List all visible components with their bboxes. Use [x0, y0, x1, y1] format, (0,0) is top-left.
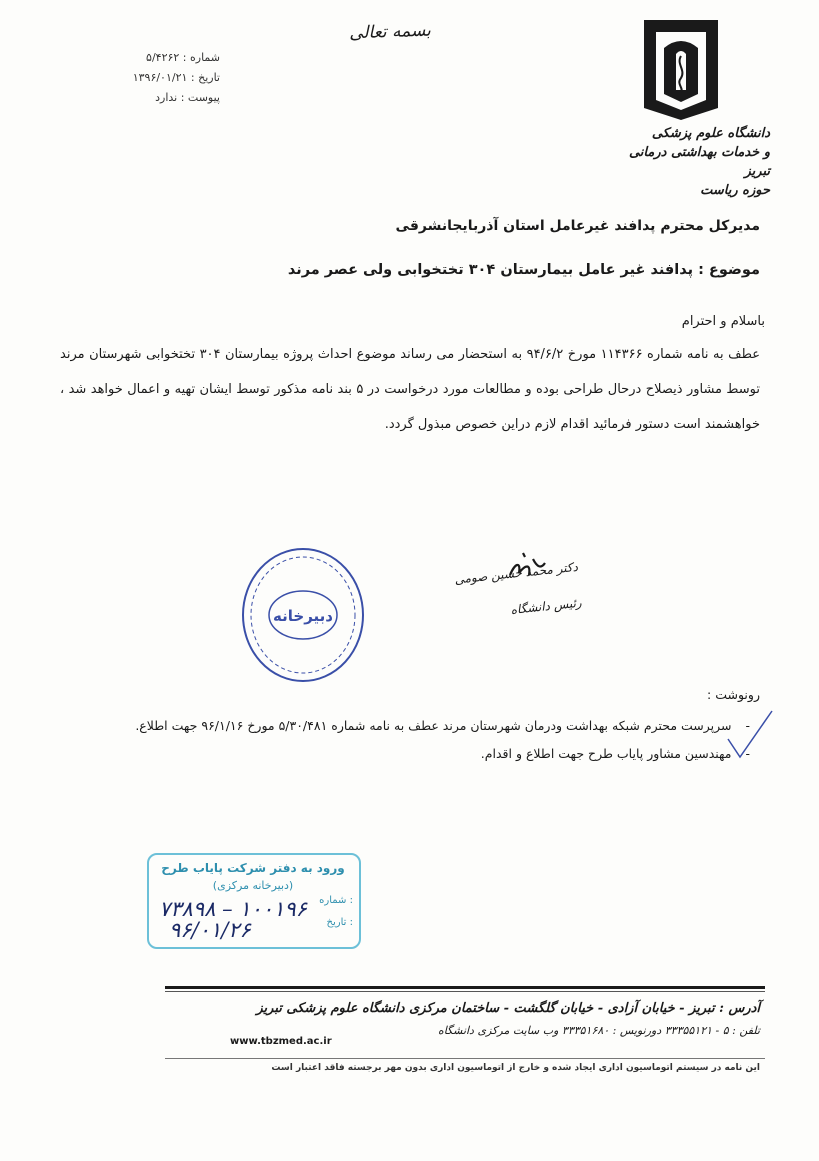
cc-list: [90, 712, 750, 768]
university-line: حوزه ریاست: [700, 183, 770, 198]
university-logo: [640, 14, 722, 122]
greeting: باسلام و احترام: [681, 314, 765, 329]
signatory-name: دکتر محمد حسین صومی: [453, 559, 579, 587]
handwritten-signature-icon: [505, 545, 550, 590]
stamp-title: ورود به دفتر شرکت پایاب طرح: [161, 861, 345, 875]
letter-date: تاریخ : ۱۳۹۶/۰۱/۲۱: [132, 71, 220, 84]
cc-title: رونوشت :: [707, 687, 760, 702]
signatory-title: رئیس دانشگاه: [509, 595, 583, 617]
letter-attachment: پیوست : ندارد: [155, 91, 220, 104]
cc-text: مهندسین مشاور پایاب طرح جهت اطلاع و اقدام.: [480, 746, 732, 761]
list-item: -سرپرست محترم شبکه بهداشت ودرمان شهرستان مرند عطف به نامه شماره ۵/۳۰/۴۸۱ مورخ ۹۶/۱/۱۶ جهت اطلاع.: [135, 718, 750, 733]
stamp-number: ۱۰۰۱۹۶ – ۷۳۸۹۸: [159, 897, 307, 921]
footer-disclaimer: این نامه در سیستم اتوماسیون اداری ایجاد شده و خارج از اتوماسیون اداری بدون مهر برجسته فاقد اعتبار است: [271, 1063, 760, 1073]
subject-line: موضوع : پدافند غیر عامل بیمارستان ۳۰۴ تختخوابی ولی عصر مرند: [287, 262, 760, 278]
university-name: [600, 124, 770, 200]
footer-address: آدرس : تبریز - خیابان آزادی - خیابان گلگشت - ساختمان مرکزی دانشگاه علوم پزشکی تبریز: [256, 1001, 760, 1016]
stamp-date: ۹۶/۰۱/۲۶: [169, 918, 251, 942]
list-item: -مهندسین مشاور پایاب طرح جهت اطلاع و اقدام.: [480, 746, 750, 761]
addressee: مدیرکل محترم پدافند غیرعامل استان آذربایجانشرقی: [395, 218, 760, 234]
letter-body: عطف به نامه شماره ۱۱۴۳۶۶ مورخ ۹۴/۶/۲ به استحضار می رساند موضوع احداث پروژه بیمارستان ۳۰۴ تختخوابی شهرستان مرند توسط مشاور ذیصلاح درحال طراحی بوده و مطالعات مورد درخواست در ۵ بند نامه مذکور توسط ایشان تهیه و اعمال خواهد شد ، خواهشمند است دستور فرمائید اقدام لازم دراین خصوص مبذول گردد.: [60, 347, 761, 432]
reception-stamp: [147, 853, 361, 949]
letter-number: شماره : ۵/۴۲۶۲: [146, 51, 220, 64]
university-line: دانشگاه علوم پزشکی: [651, 126, 770, 141]
letter-meta: [40, 48, 220, 108]
footer-divider: [165, 1058, 765, 1059]
university-line: و خدمات بهداشتی درمانی تبریز: [628, 145, 770, 179]
stamp-subtitle: (دبیرخانه مرکزی): [212, 879, 294, 892]
checkmark-icon: [710, 705, 780, 765]
official-seal: [238, 545, 368, 685]
stamp-date-label: تاریخ :: [326, 917, 353, 928]
seal-text: دبیرخانه: [273, 607, 333, 625]
footer-phone: تلفن : ۵ - ۳۳۳۵۵۱۲۱ دورنویس : ۳۳۳۵۱۶۸۰ وب سایت مرکزی دانشگاه: [437, 1024, 760, 1037]
bismillah-heading: بسمه تعالی: [348, 20, 432, 44]
stamp-number-label: شماره :: [319, 895, 353, 906]
footer-divider: [165, 986, 765, 989]
footer-website: www.tbzmed.ac.ir: [230, 1036, 332, 1047]
footer-divider: [165, 991, 765, 992]
cc-text: سرپرست محترم شبکه بهداشت ودرمان شهرستان مرند عطف به نامه شماره ۵/۳۰/۴۸۱ مورخ ۹۶/۱/۱۶ جهت اطلاع.: [135, 718, 732, 733]
